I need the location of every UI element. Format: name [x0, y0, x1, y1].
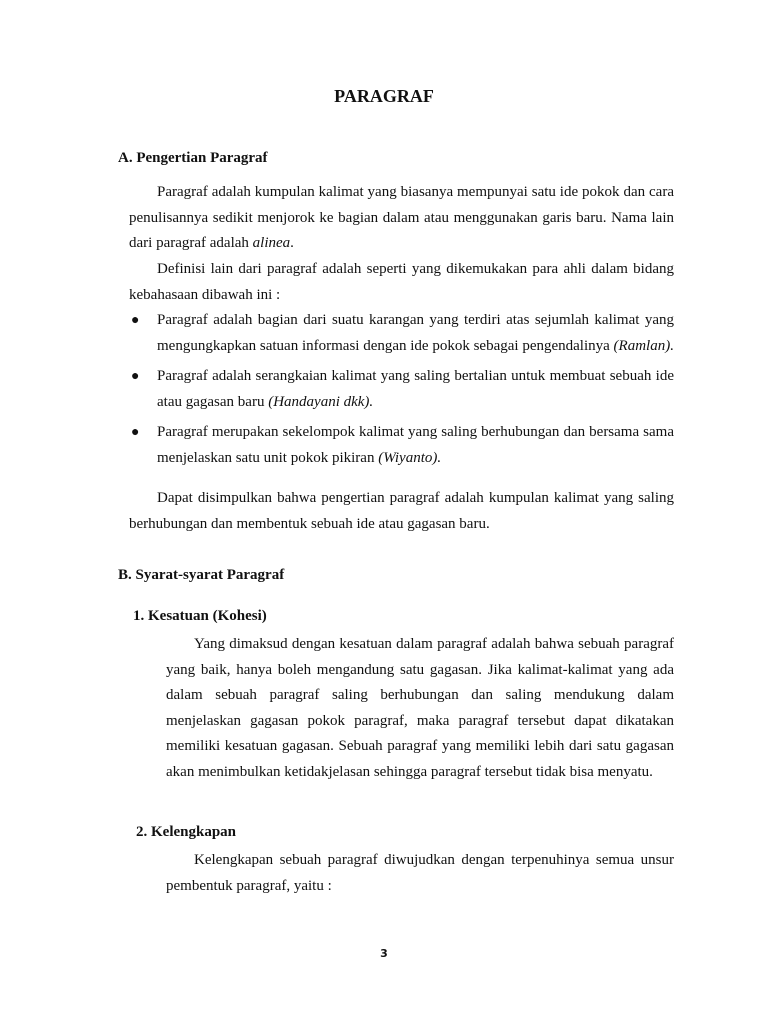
- section-a-paragraph-1-text: Paragraf adalah kumpulan kalimat yang biasanya mempunyai satu ide pokok dan cara penulisannya sedikit menjorok ke bagian dalam atau menggunakan garis baru. Nama lain dari paragraf adalah: [129, 184, 674, 251]
- item-1-heading: 1. Kesatuan (Kohesi): [133, 608, 267, 624]
- bullet-icon: ●: [131, 425, 140, 440]
- bullet-icon: ●: [131, 313, 140, 328]
- list-item-text: Paragraf adalah serangkaian kalimat yang saling bertalian untuk membuat sebuah ide atau gagasan baru: [157, 368, 674, 410]
- section-a-paragraph-2: Definisi lain dari paragraf adalah seperti yang dikemukakan para ahli dalam bidang kebahasaan dibawah ini :: [129, 261, 674, 303]
- list-item-source: (Wiyanto).: [378, 449, 442, 466]
- definition-list: [129, 308, 674, 471]
- item-2-paragraph: Kelengkapan sebuah paragraf diwujudkan dengan terpenuhinya semua unsur pembentuk paragraf, yaitu :: [166, 852, 674, 894]
- section-b-heading: B. Syarat-syarat Paragraf: [118, 567, 285, 583]
- item-2-heading: 2. Kelengkapan: [136, 824, 237, 840]
- item-1-paragraph: Yang dimaksud dengan kesatuan dalam paragraf adalah bahwa sebuah paragraf yang baik, hanya boleh mengandung satu gagasan. Jika kalimat-kalimat yang ada dalam sebuah paragraf saling berhubungan dan saling mendukung dalam menjelaskan gagasan pokok paragraf, maka paragraf tersebut dapat dikatakan memiliki kesatuan gagasan. Sebuah paragraf yang memiliki lebih dari satu gagasan akan menimbulkan ketidakjelasan sehingga paragraf tersebut tidak bisa menyatu.: [166, 636, 674, 780]
- list-item-text: Paragraf adalah bagian dari suatu karangan yang terdiri atas sejumlah kalimat yang mengungkapkan satuan informasi dengan ide pokok sebagai pengendalinya: [157, 312, 674, 354]
- section-a-paragraph-1: [129, 180, 674, 257]
- section-a-heading: A. Pengertian Paragraf: [118, 150, 268, 166]
- list-item: [129, 420, 674, 471]
- bullet-icon: ●: [131, 369, 140, 384]
- list-item: [129, 308, 674, 359]
- page-title: PARAGRAF: [334, 86, 434, 106]
- list-item-source: (Ramlan).: [613, 337, 674, 354]
- section-a-paragraph-1-end: .: [290, 235, 294, 251]
- page-number: 3: [380, 947, 388, 960]
- section-a-conclusion: Dapat disimpulkan bahwa pengertian paragraf adalah kumpulan kalimat yang saling berhubungan dan membentuk sebuah ide atau gagasan baru.: [129, 490, 674, 532]
- list-item: [129, 364, 674, 415]
- list-item-source: (Handayani dkk).: [268, 393, 374, 410]
- list-item-text: Paragraf merupakan sekelompok kalimat yang saling berhubungan dan bersama sama menjelaskan satu unit pokok pikiran: [157, 424, 674, 466]
- alinea-term: alinea: [252, 235, 291, 251]
